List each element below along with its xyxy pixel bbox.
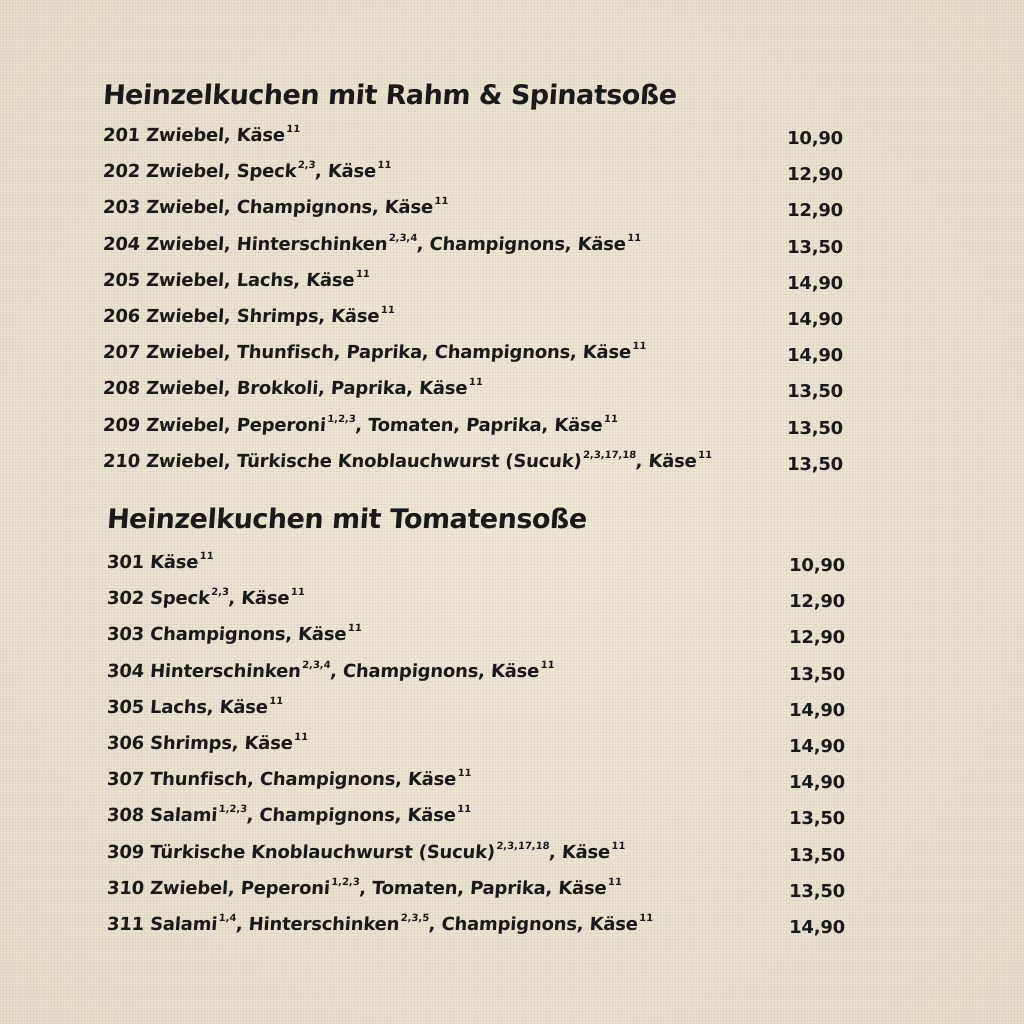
menu-item-price: 14,90 <box>787 345 843 367</box>
menu-item-price: 12,90 <box>787 200 843 222</box>
menu-item-text: , Käse <box>314 161 377 183</box>
allergen-footnote: 11 <box>632 341 647 353</box>
menu-item-description <box>102 371 484 407</box>
allergen-footnote: 11 <box>355 268 371 280</box>
menu-section-tomatensosse <box>107 500 845 943</box>
menu-item-description <box>106 690 284 726</box>
menu-item-description <box>106 726 309 762</box>
menu-item-description <box>102 263 371 299</box>
menu-item <box>103 118 843 154</box>
allergen-footnote: 11 <box>468 377 484 389</box>
menu-item <box>103 263 843 299</box>
menu-item-price: 13,50 <box>787 417 843 439</box>
menu-item-price: 13,50 <box>789 808 845 830</box>
allergen-footnote: 11 <box>380 304 396 316</box>
menu-item-price: 14,90 <box>787 308 843 330</box>
menu-item-text: , Tomaten, Paprika, Käse <box>358 877 608 899</box>
menu-item-text: 206 Zwiebel, Shrimps, Käse <box>102 305 381 327</box>
menu-item-price: 13,50 <box>789 844 845 866</box>
menu-item-text: 204 Zwiebel, Hinterschinken <box>102 233 389 255</box>
menu-item-text: , Tomaten, Paprika, Käse <box>354 414 604 436</box>
menu-item-text: , Käse <box>548 841 611 863</box>
allergen-footnote: 11 <box>626 232 642 244</box>
menu-item <box>103 154 843 190</box>
menu-item <box>107 726 845 762</box>
menu-item-text: 205 Zwiebel, Lachs, Käse <box>102 269 356 291</box>
menu-item-text: 307 Thunfisch, Champignons, Käse <box>106 769 457 791</box>
menu-item <box>107 798 845 834</box>
allergen-footnote: 11 <box>697 449 713 461</box>
menu-item-price: 13,50 <box>787 381 843 403</box>
menu-item-price: 14,90 <box>789 772 845 794</box>
menu-item-description <box>106 871 623 907</box>
menu-item <box>107 835 845 871</box>
allergen-footnote: 11 <box>285 124 301 135</box>
menu-item-text: 311 Salami <box>106 913 218 935</box>
menu-item-text: 306 Shrimps, Käse <box>106 732 294 754</box>
menu-item-text: 302 Speck <box>106 588 211 610</box>
menu-item <box>107 690 845 726</box>
allergen-footnote: 2,3,17,18 <box>582 449 637 461</box>
menu-item-description <box>102 444 713 480</box>
menu-item <box>103 408 843 444</box>
menu-item-text: , Champignons, Käse <box>245 805 457 827</box>
menu-item-price: 13,50 <box>787 236 843 258</box>
menu-item-text: 310 Zwiebel, Peperoni <box>106 877 331 899</box>
allergen-footnote: 11 <box>434 196 449 208</box>
menu-item-text: 203 Zwiebel, Champignons, Käse <box>102 197 434 219</box>
allergen-footnote: 11 <box>268 695 284 707</box>
allergen-footnote: 1,2,3 <box>330 876 361 888</box>
menu-section-rahm-spinatsosse <box>103 76 843 480</box>
menu-item-text: , Champignons, Käse <box>329 660 540 682</box>
menu-item <box>103 335 843 371</box>
menu-item <box>107 654 845 690</box>
menu-item-text: 210 Zwiebel, Türkische Knoblauchwurst (Sucuk) <box>102 450 583 472</box>
allergen-footnote: 11 <box>603 413 619 425</box>
allergen-footnote: 11 <box>638 912 654 924</box>
menu-item <box>103 227 843 263</box>
allergen-footnote: 1,2,3 <box>326 413 357 425</box>
menu-item-text: 208 Zwiebel, Brokkoli, Paprika, Käse <box>102 378 469 400</box>
menu-item-text: 209 Zwiebel, Peperoni <box>102 414 327 436</box>
menu-item-description <box>102 227 642 263</box>
allergen-footnote: 11 <box>293 731 309 743</box>
menu-item-description <box>106 907 654 943</box>
menu-item-price: 10,90 <box>787 128 843 149</box>
menu-item-text: 309 Türkische Knoblauchwurst (Sucuk) <box>106 841 496 863</box>
menu-item <box>103 190 843 226</box>
menu-item <box>107 545 845 581</box>
menu-item-description <box>106 581 306 617</box>
menu-item-text: 301 Käse <box>106 552 200 573</box>
menu-list <box>103 118 843 480</box>
menu-item-text: , Käse <box>227 588 291 610</box>
menu-item <box>107 907 845 943</box>
menu-item-description <box>102 335 647 371</box>
allergen-footnote: 11 <box>347 623 363 635</box>
allergen-footnote: 11 <box>290 587 306 599</box>
menu-item <box>103 371 843 407</box>
menu-item-price: 14,90 <box>787 272 843 294</box>
menu-item-description <box>102 299 396 335</box>
menu-item-price: 13,50 <box>789 663 845 685</box>
menu-item-text: , Hinterschinken <box>235 913 401 935</box>
menu-item <box>107 762 845 798</box>
allergen-footnote: 11 <box>607 876 623 888</box>
allergen-footnote: 2,3 <box>297 160 316 172</box>
menu-item-text: 201 Zwiebel, Käse <box>102 125 286 146</box>
menu-item-description <box>106 617 363 653</box>
menu-item-price: 13,50 <box>789 880 845 902</box>
menu-item-description <box>106 762 473 798</box>
menu-item-description <box>102 154 392 190</box>
menu-item-price: 14,90 <box>789 916 845 938</box>
menu-item-text: 305 Lachs, Käse <box>106 696 269 718</box>
menu-item-text: 304 Hinterschinken <box>106 660 302 682</box>
allergen-footnote: 11 <box>611 840 626 852</box>
menu-item <box>107 617 845 653</box>
allergen-footnote: 1,4 <box>218 912 237 924</box>
allergen-footnote: 11 <box>540 659 555 671</box>
menu-item-text: 308 Salami <box>106 805 218 827</box>
menu-item-description <box>106 835 626 871</box>
menu-item-description <box>102 408 619 444</box>
menu-item-text: , Käse <box>635 450 698 472</box>
menu-item-description <box>102 190 449 226</box>
allergen-footnote: 2,3,17,18 <box>496 840 550 852</box>
menu-item-price: 12,90 <box>787 164 843 186</box>
menu-list <box>107 545 845 943</box>
allergen-footnote: 11 <box>377 160 392 172</box>
section-title: Heinzelkuchen mit Tomatensoße <box>105 504 588 535</box>
allergen-footnote: 2,3 <box>210 587 230 599</box>
menu-item-description <box>106 654 556 690</box>
allergen-footnote: 11 <box>199 551 215 562</box>
menu-item-price: 12,90 <box>789 627 845 649</box>
allergen-footnote: 2,3,5 <box>400 912 430 924</box>
menu-item <box>103 299 843 335</box>
menu-item-text: 303 Champignons, Käse <box>106 624 348 646</box>
menu-item-text: 207 Zwiebel, Thunfisch, Paprika, Champignons, Käse <box>102 342 632 364</box>
menu-item-text: , Champignons, Käse <box>416 233 627 255</box>
menu-item-price: 10,90 <box>789 555 845 576</box>
menu-item <box>103 444 843 480</box>
section-title: Heinzelkuchen mit Rahm & Spinatsoße <box>101 80 678 111</box>
allergen-footnote: 1,2,3 <box>218 804 248 816</box>
menu-item-price: 12,90 <box>789 591 845 613</box>
menu-item-text: , Champignons, Käse <box>428 913 639 935</box>
allergen-footnote: 11 <box>456 804 472 816</box>
menu-item-price: 14,90 <box>789 735 845 757</box>
allergen-footnote: 11 <box>457 768 472 780</box>
menu-item-description <box>106 545 215 581</box>
menu-item <box>107 581 845 617</box>
menu-item-description <box>102 118 301 154</box>
allergen-footnote: 2,3,4 <box>388 232 418 244</box>
menu-item-price: 13,50 <box>787 453 843 475</box>
menu-item-text: 202 Zwiebel, Speck <box>102 161 298 183</box>
menu-item-description <box>106 798 472 834</box>
menu-item <box>107 871 845 907</box>
allergen-footnote: 2,3,4 <box>301 659 332 671</box>
menu-item-price: 14,90 <box>789 699 845 721</box>
